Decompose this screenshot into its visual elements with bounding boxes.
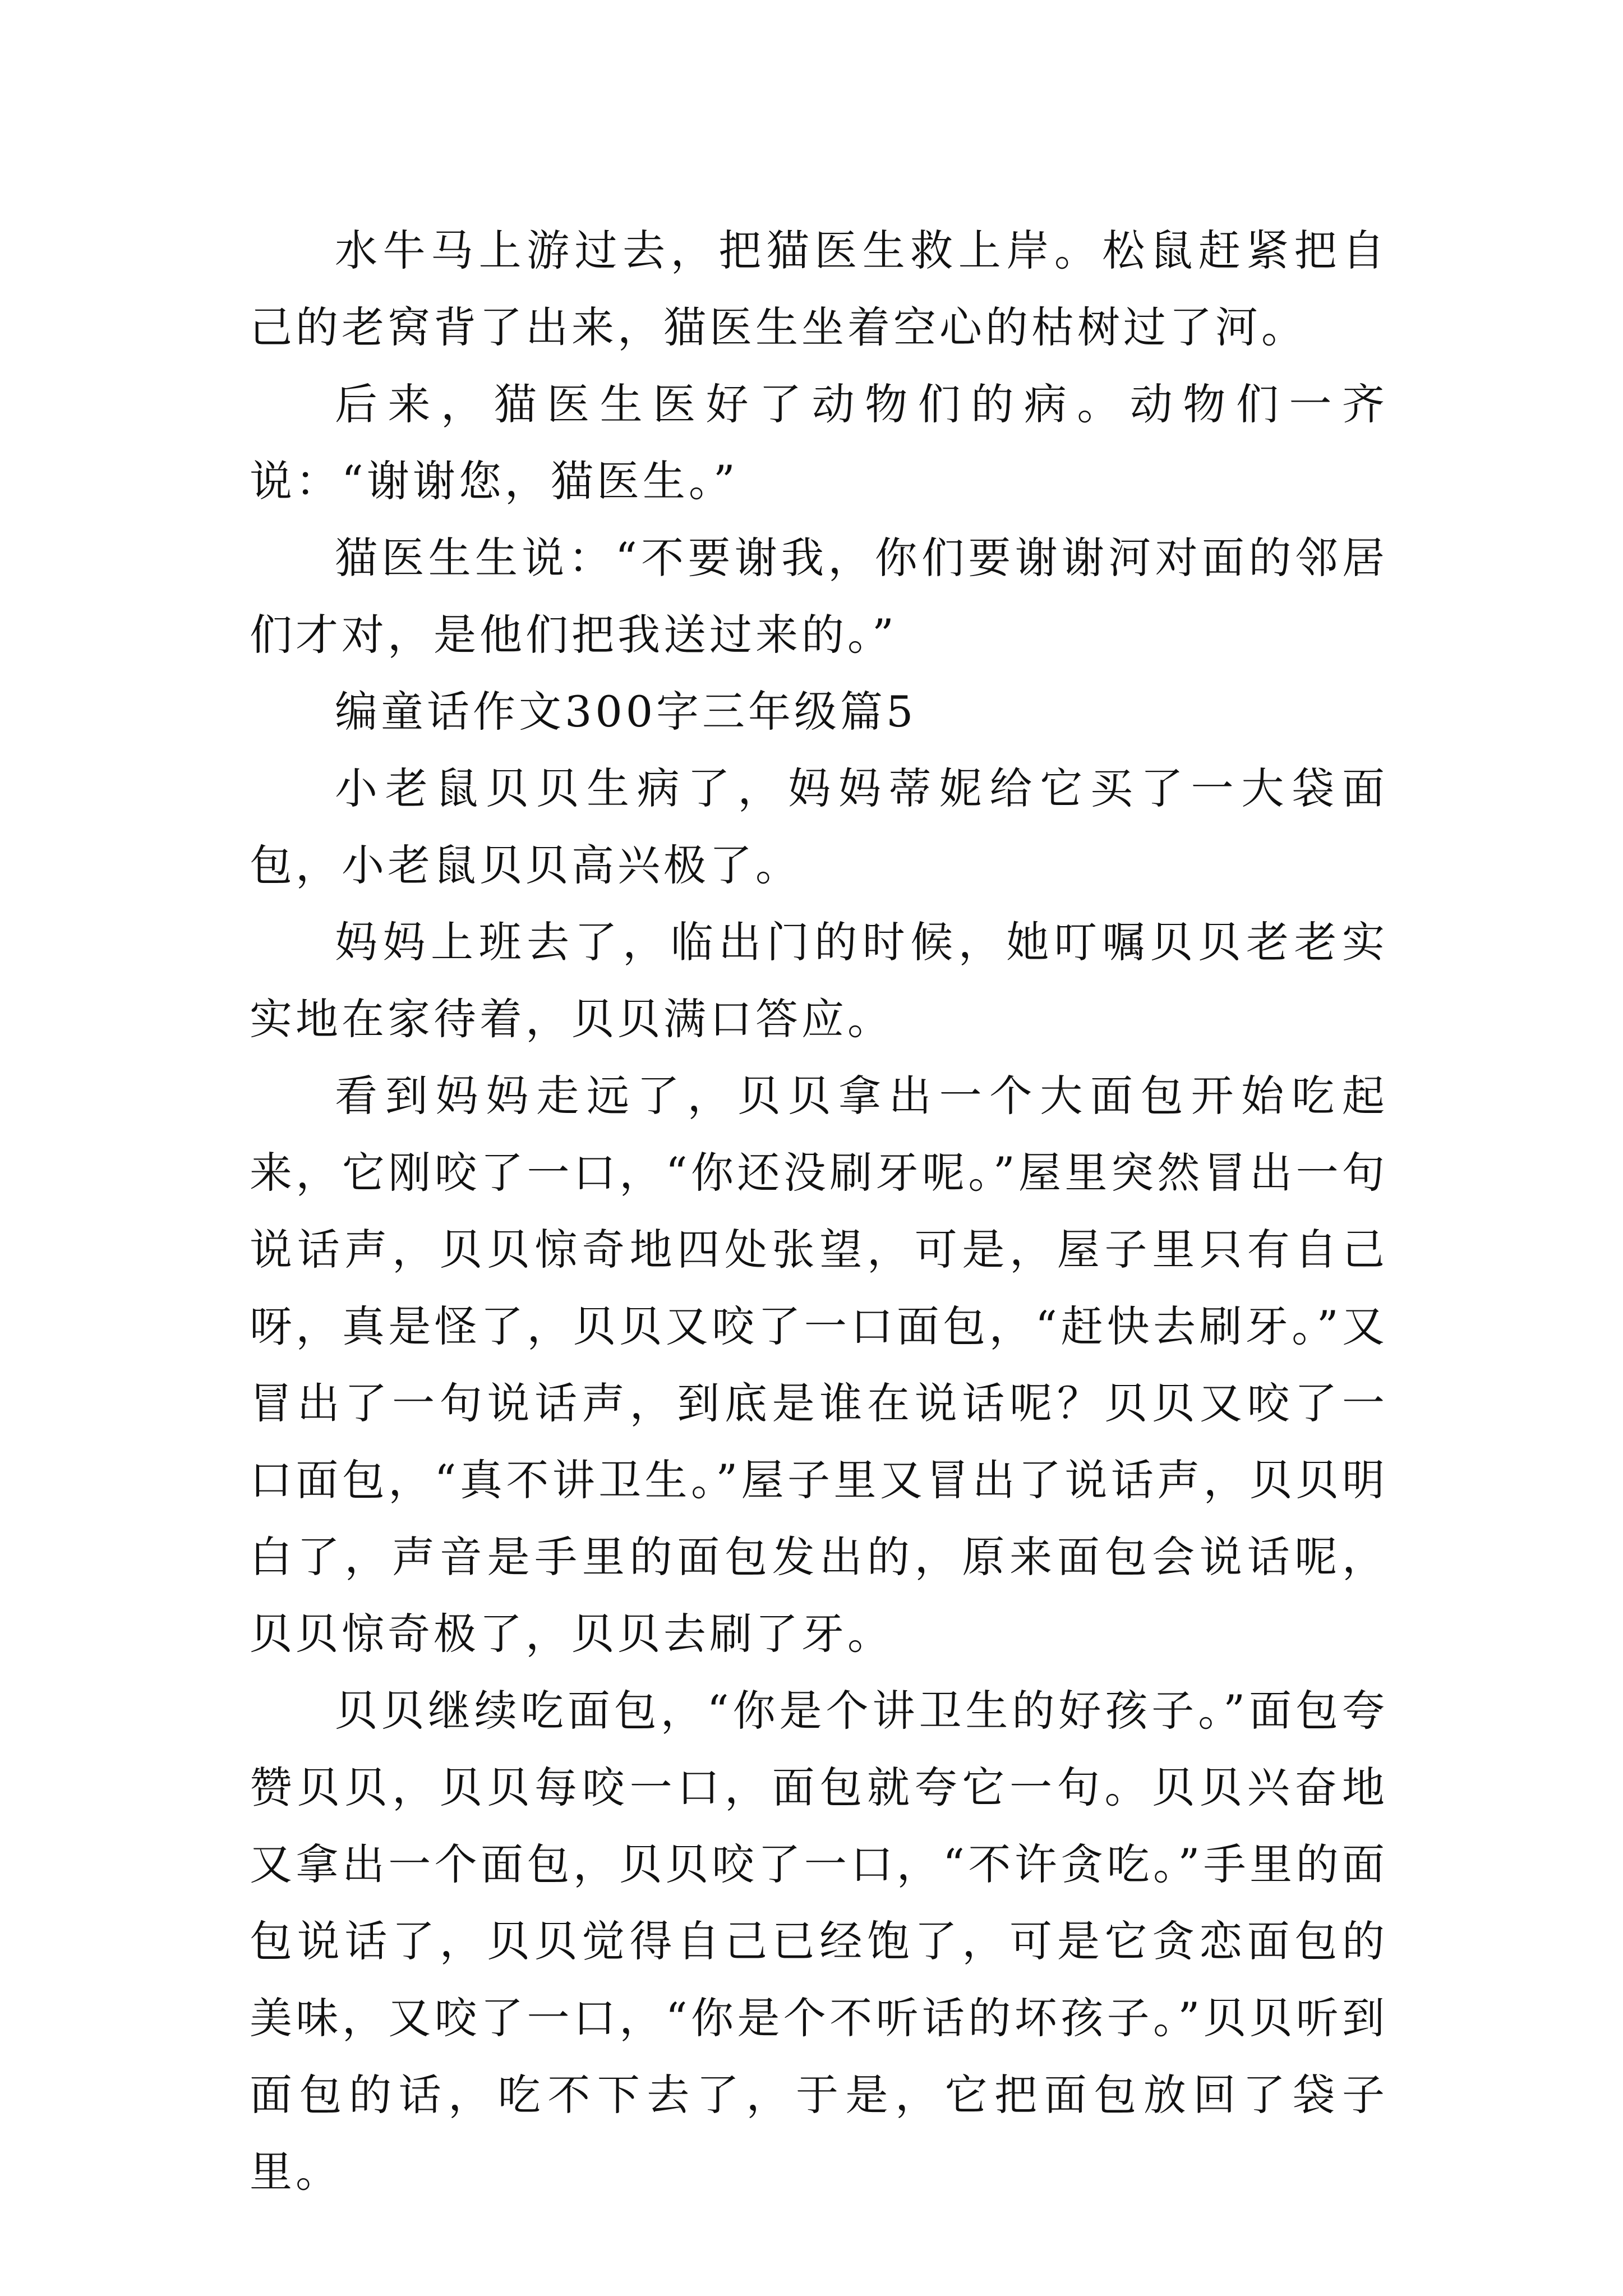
paragraph-8: 贝贝继续吃面包，“你是个讲卫生的好孩子。”面包夸赞贝贝，贝贝每咬一口，面包就夸它一句。贝贝兴奋地又拿出一个面包，贝贝咬了一口，“不许贪吃。”手里的面包说话了，贝贝觉得自己已经饱了，可是它贪恋面包的美味，又咬了一口，“你是个不听话的坏孩子。”贝贝听到面包的话，吃不下去了，于是，它把面包放回了袋子里。 (250, 1686, 1388, 2197)
paragraph-7: 看到妈妈走远了，贝贝拿出一个大面包开始吃起来，它刚咬了一口，“你还没刷牙呢。”屋里突然冒出一句说话声，贝贝惊奇地四处张望，可是，屋子里只有自己呀，真是怪了，贝贝又咬了一口面包，“赶快去刷牙。”又冒出了一句说话声，到底是谁在说话呢？贝贝又咬了一口面包，“真不讲卫生。”屋子里又冒出了说话声，贝贝明白了，声音是手里的面包发出的，原来面包会说话呢，贝贝惊奇极了，贝贝去刷了牙。 (250, 1071, 1388, 1659)
paragraph-3: 猫医生生说：“不要谢我，你们要谢谢河对面的邻居们才对，是他们把我送过来的。” (250, 533, 1388, 660)
section-heading: 编童话作文300字三年级篇5 (335, 687, 917, 737)
paragraph-6: 妈妈上班去了，临出门的时候，她叮嘱贝贝老老实实地在家待着，贝贝满口答应。 (250, 917, 1388, 1044)
paragraph-1: 水牛马上游过去，把猫医生救上岸。松鼠赶紧把自己的老窝背了出来，猫医生坐着空心的枯树过了河。 (250, 226, 1388, 352)
paragraph-5: 小老鼠贝贝生病了，妈妈蒂妮给它买了一大袋面包，小老鼠贝贝高兴极了。 (250, 763, 1388, 890)
document-body (250, 212, 1388, 2210)
paragraph-2: 后来，猫医生医好了动物们的病。动物们一齐说：“谢谢您，猫医生。” (250, 379, 1388, 506)
